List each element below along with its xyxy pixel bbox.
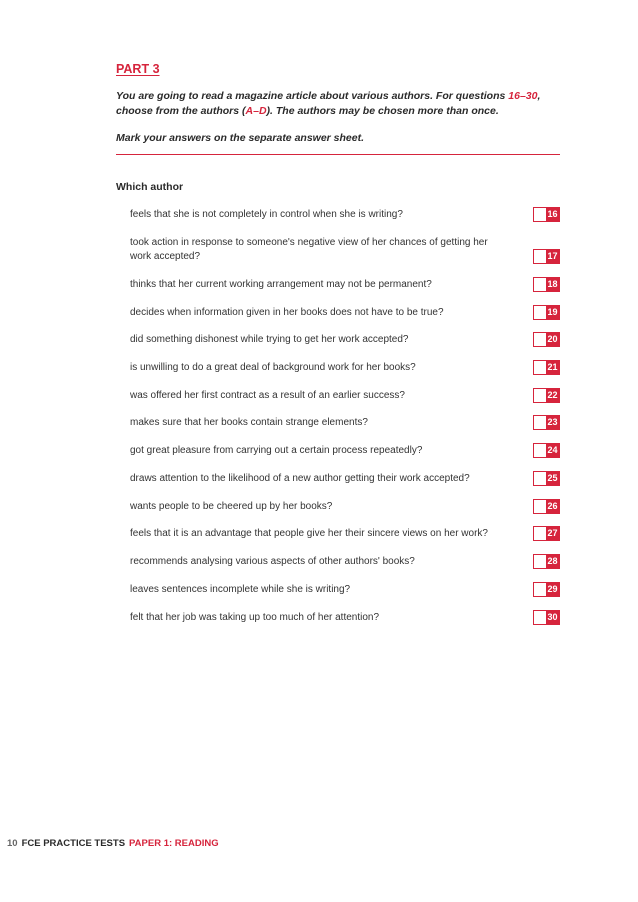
question-text: recommends analysing various aspects of other authors' books? <box>130 556 415 567</box>
question-text: thinks that her current working arrangement may not be permanent? <box>130 279 432 290</box>
question-text: wants people to be cheered up by her books? <box>130 501 333 512</box>
question-number: 30 <box>547 612 558 622</box>
question-number: 21 <box>547 362 558 372</box>
question-text: took action in response to someone's negative view of her chances of getting her work accepted? <box>130 237 488 262</box>
page-number: 10 <box>7 838 18 849</box>
answer-box[interactable] <box>533 360 560 375</box>
instructions-text-a: You are going to read a magazine article about various authors. For questions <box>116 90 509 102</box>
question-number: 24 <box>547 445 558 455</box>
question-text: feels that she is not completely in control when she is writing? <box>130 209 403 220</box>
question-text: makes sure that her books contain strange elements? <box>130 417 368 428</box>
question-text: draws attention to the likelihood of a new author getting their work accepted? <box>130 473 470 484</box>
answer-box[interactable] <box>533 277 560 292</box>
answer-box[interactable] <box>533 207 560 222</box>
answer-box[interactable] <box>533 443 560 458</box>
question-text: was offered her first contract as a result of an earlier success? <box>130 390 405 401</box>
question-number: 20 <box>547 334 558 344</box>
question-text: decides when information given in her books does not have to be true? <box>130 307 444 318</box>
answer-box[interactable] <box>533 499 560 514</box>
answer-box[interactable] <box>533 415 560 430</box>
answer-box[interactable] <box>533 249 560 264</box>
question-text: leaves sentences incomplete while she is writing? <box>130 584 351 595</box>
answer-box[interactable] <box>533 526 560 541</box>
answer-box[interactable] <box>533 332 560 347</box>
answer-box[interactable] <box>533 471 560 486</box>
question-text: felt that her job was taking up too much of her attention? <box>130 612 380 623</box>
question-text: feels that it is an advantage that people give her their sincere views on her work? <box>130 528 488 539</box>
instructions-text-b: , choose from the authors ( <box>116 90 541 117</box>
answer-box[interactable] <box>533 582 560 597</box>
question-text: got great pleasure from carrying out a certain process repeatedly? <box>130 445 423 456</box>
which-author-heading: Which author <box>116 181 184 193</box>
question-number: 27 <box>547 528 558 538</box>
question-text: did something dishonest while trying to get her work accepted? <box>130 334 409 345</box>
instructions <box>116 89 566 119</box>
answer-box[interactable] <box>533 610 560 625</box>
part-title: PART 3 <box>116 62 160 76</box>
footer-title: FCE PRACTICE TESTS <box>21 838 126 849</box>
question-number: 25 <box>547 473 558 483</box>
author-range: A–D <box>245 105 267 117</box>
answer-box[interactable] <box>533 388 560 403</box>
question-number: 17 <box>547 251 558 261</box>
page-footer <box>7 838 219 849</box>
question-number: 16 <box>547 209 558 219</box>
question-text: is unwilling to do a great deal of background work for her books? <box>130 362 416 373</box>
mark-answers-note: Mark your answers on the separate answer sheet. <box>116 132 365 144</box>
question-number: 29 <box>547 584 558 594</box>
question-number: 23 <box>547 417 558 427</box>
question-number: 19 <box>547 307 558 317</box>
question-range: 16–30 <box>508 90 538 102</box>
question-number: 22 <box>547 390 558 400</box>
divider-rule <box>116 154 560 155</box>
instructions-text-c: ). The authors may be chosen more than once. <box>266 105 499 117</box>
question-number: 26 <box>547 501 558 511</box>
footer-section: PAPER 1: READING <box>129 838 219 849</box>
question-number: 28 <box>547 556 558 566</box>
question-number: 18 <box>547 279 558 289</box>
answer-box[interactable] <box>533 554 560 569</box>
answer-box[interactable] <box>533 305 560 320</box>
